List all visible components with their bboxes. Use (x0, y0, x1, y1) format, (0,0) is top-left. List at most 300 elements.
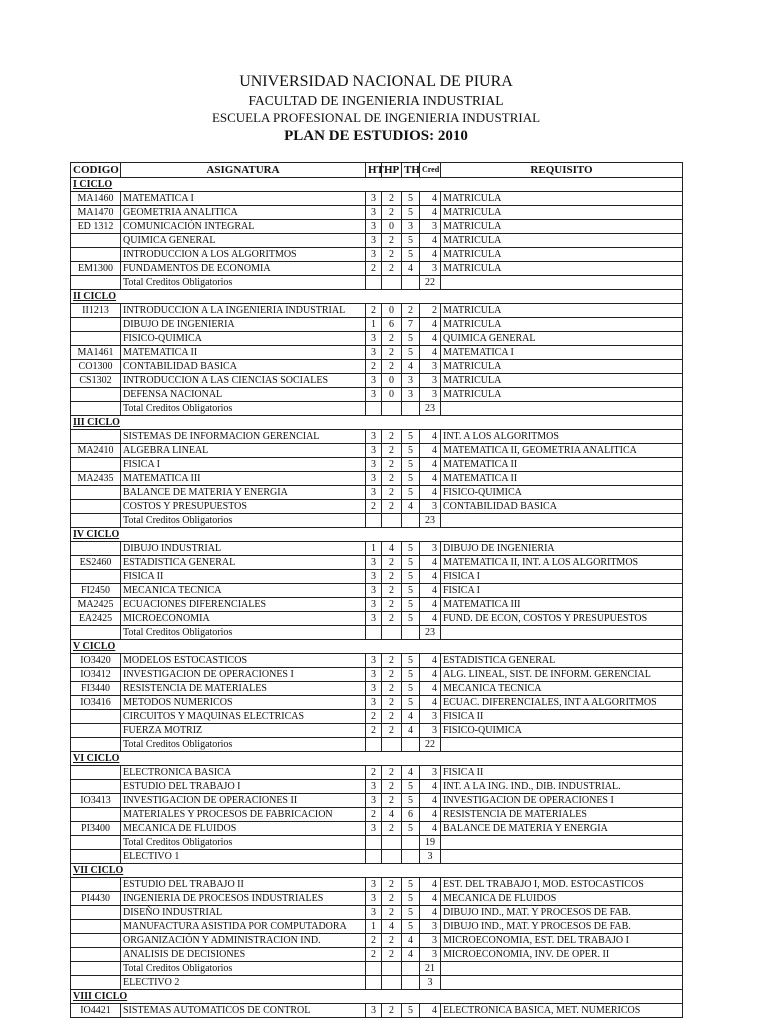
course-name-cell: INVESTIGACION DE OPERACIONES I (121, 668, 366, 682)
requisite-cell: MATEMATICA III (441, 598, 683, 612)
requisite-cell: EST. DEL TRABAJO I, MOD. ESTOCASTICOS (441, 878, 683, 892)
credits-cell: 3 (420, 360, 441, 374)
cycle-header-row (71, 178, 683, 192)
th-cell: 4 (402, 766, 420, 780)
requisite-cell: MATEMATICA II, GEOMETRIA ANALITICA (441, 444, 683, 458)
course-name-cell: GEOMETRIA ANALITICA (121, 206, 366, 220)
th-cell: 3 (402, 388, 420, 402)
th-cell: 5 (402, 892, 420, 906)
course-row (71, 780, 683, 794)
ht-cell: 3 (366, 892, 382, 906)
course-row (71, 360, 683, 374)
course-row (71, 262, 683, 276)
credits-cell: 4 (420, 696, 441, 710)
hp-cell (382, 514, 402, 528)
credits-cell: 4 (420, 458, 441, 472)
cycle-label: III CICLO (71, 416, 683, 430)
hp-cell (382, 836, 402, 850)
course-code-cell (71, 318, 121, 332)
course-code-cell: ED 1312 (71, 220, 121, 234)
credits-cell: 4 (420, 192, 441, 206)
hp-cell: 6 (382, 318, 402, 332)
th-cell (402, 850, 420, 864)
credits-cell: 4 (420, 808, 441, 822)
hp-cell: 2 (382, 710, 402, 724)
course-row (71, 920, 683, 934)
credits-cell: 4 (420, 878, 441, 892)
requisite-cell (441, 626, 683, 640)
total-label: ELECTIVO 1 (121, 850, 366, 864)
hp-cell (382, 276, 402, 290)
course-row (71, 444, 683, 458)
th-cell (402, 402, 420, 416)
course-name-cell: ESTUDIO DEL TRABAJO II (121, 878, 366, 892)
requisite-cell (441, 738, 683, 752)
credits-cell: 4 (420, 318, 441, 332)
course-name-cell: ANALISIS DE DECISIONES (121, 948, 366, 962)
hp-cell: 2 (382, 556, 402, 570)
cycle-label: VI CICLO (71, 752, 683, 766)
table-header-row (71, 163, 683, 178)
course-code-cell (71, 458, 121, 472)
course-name-cell: MATEMATICA III (121, 472, 366, 486)
th-cell: 5 (402, 542, 420, 556)
course-code-cell (71, 402, 121, 416)
credits-cell: 4 (420, 332, 441, 346)
hp-cell: 2 (382, 892, 402, 906)
course-name-cell: RESISTENCIA DE MATERIALES (121, 682, 366, 696)
course-code-cell (71, 500, 121, 514)
total-label: Total Creditos Obligatorios (121, 276, 366, 290)
course-row (71, 808, 683, 822)
credits-cell: 4 (420, 612, 441, 626)
ht-cell: 3 (366, 1004, 382, 1018)
th-cell: 5 (402, 654, 420, 668)
requisite-cell: MATRICULA (441, 388, 683, 402)
ht-cell: 2 (366, 710, 382, 724)
ht-cell: 3 (366, 696, 382, 710)
ht-cell: 2 (366, 360, 382, 374)
course-row (71, 206, 683, 220)
requisite-cell: MECANICA DE FLUIDOS (441, 892, 683, 906)
ht-cell (366, 626, 382, 640)
th-cell: 5 (402, 206, 420, 220)
hp-cell: 2 (382, 458, 402, 472)
course-row (71, 794, 683, 808)
course-code-cell (71, 906, 121, 920)
th-cell: 3 (402, 374, 420, 388)
credits-cell: 3 (420, 920, 441, 934)
course-code-cell (71, 248, 121, 262)
ht-cell: 3 (366, 332, 382, 346)
ht-cell: 2 (366, 724, 382, 738)
total-credits-value: 19 (420, 836, 441, 850)
hp-cell: 0 (382, 220, 402, 234)
course-row (71, 822, 683, 836)
requisite-cell (441, 514, 683, 528)
column-header-th: TH (402, 163, 420, 178)
th-cell: 4 (402, 948, 420, 962)
requisite-cell: DIBUJO DE INGENIERIA (441, 542, 683, 556)
course-name-cell: QUIMICA GENERAL (121, 234, 366, 248)
credits-cell: 4 (420, 682, 441, 696)
hp-cell: 4 (382, 920, 402, 934)
course-name-cell: CONTABILIDAD BASICA (121, 360, 366, 374)
cycle-label: II CICLO (71, 290, 683, 304)
course-code-cell (71, 234, 121, 248)
requisite-cell: FISICA II (441, 766, 683, 780)
requisite-cell: MATEMATICA II (441, 472, 683, 486)
ht-cell: 3 (366, 906, 382, 920)
total-credits-row (71, 738, 683, 752)
course-row (71, 682, 683, 696)
requisite-cell (441, 402, 683, 416)
ht-cell: 3 (366, 346, 382, 360)
course-code-cell (71, 836, 121, 850)
column-header-hp: HP (382, 163, 402, 178)
course-code-cell (71, 780, 121, 794)
cycle-header-row (71, 990, 683, 1004)
column-header-asignatura: ASIGNATURA (121, 163, 366, 178)
cycle-header-row (71, 640, 683, 654)
course-row (71, 654, 683, 668)
course-code-cell: MA2435 (71, 472, 121, 486)
requisite-cell (441, 976, 683, 990)
hp-cell: 2 (382, 654, 402, 668)
requisite-cell: FISICO-QUIMICA (441, 724, 683, 738)
course-code-cell: IO4421 (71, 1004, 121, 1018)
course-row (71, 696, 683, 710)
course-row (71, 220, 683, 234)
hp-cell: 2 (382, 822, 402, 836)
hp-cell (382, 626, 402, 640)
requisite-cell: MICROECONOMIA, INV. DE OPER. II (441, 948, 683, 962)
ht-cell: 3 (366, 822, 382, 836)
total-credits-value: 22 (420, 276, 441, 290)
course-code-cell: EA2425 (71, 612, 121, 626)
th-cell: 5 (402, 430, 420, 444)
credits-cell: 3 (420, 948, 441, 962)
th-cell (402, 276, 420, 290)
course-code-cell: IO3412 (71, 668, 121, 682)
course-name-cell: ESTADISTICA GENERAL (121, 556, 366, 570)
course-name-cell: SISTEMAS DE INFORMACION GERENCIAL (121, 430, 366, 444)
university-title: UNIVERSIDAD NACIONAL DE PIURA (239, 73, 513, 90)
cycle-label: VII CICLO (71, 864, 683, 878)
th-cell: 4 (402, 724, 420, 738)
course-code-cell (71, 626, 121, 640)
course-row (71, 934, 683, 948)
hp-cell (382, 850, 402, 864)
hp-cell: 2 (382, 1004, 402, 1018)
ht-cell (366, 962, 382, 976)
column-header-cred: Cred (420, 163, 441, 178)
credits-cell: 4 (420, 472, 441, 486)
ht-cell (366, 514, 382, 528)
ht-cell: 3 (366, 654, 382, 668)
course-name-cell: SISTEMAS AUTOMATICOS DE CONTROL (121, 1004, 366, 1018)
hp-cell: 2 (382, 906, 402, 920)
hp-cell: 2 (382, 696, 402, 710)
hp-cell: 2 (382, 794, 402, 808)
course-code-cell (71, 388, 121, 402)
requisite-cell (441, 962, 683, 976)
ht-cell: 2 (366, 766, 382, 780)
ht-cell: 2 (366, 948, 382, 962)
requisite-cell: MATRICULA (441, 304, 683, 318)
course-name-cell: MATERIALES Y PROCESOS DE FABRICACION (121, 808, 366, 822)
course-code-cell: MA2425 (71, 598, 121, 612)
course-name-cell: ORGANIZACIÓN Y ADMINISTRACION IND. (121, 934, 366, 948)
course-row (71, 318, 683, 332)
course-row (71, 878, 683, 892)
ht-cell: 1 (366, 920, 382, 934)
course-row (71, 304, 683, 318)
ht-cell: 3 (366, 794, 382, 808)
ht-cell (366, 836, 382, 850)
course-code-cell: CS1302 (71, 374, 121, 388)
course-row (71, 388, 683, 402)
course-name-cell: INTRODUCCION A LA INGENIERIA INDUSTRIAL (121, 304, 366, 318)
th-cell: 4 (402, 934, 420, 948)
credits-cell: 4 (420, 430, 441, 444)
course-code-cell: FI2450 (71, 584, 121, 598)
credits-cell: 3 (420, 542, 441, 556)
requisite-cell: INT. A LOS ALGORITMOS (441, 430, 683, 444)
th-cell: 5 (402, 556, 420, 570)
credits-cell: 4 (420, 822, 441, 836)
th-cell: 4 (402, 262, 420, 276)
ht-cell: 3 (366, 192, 382, 206)
hp-cell (382, 738, 402, 752)
cycle-header-row (71, 290, 683, 304)
requisite-cell: DIBUJO IND., MAT. Y PROCESOS DE FAB. (441, 906, 683, 920)
course-code-cell (71, 514, 121, 528)
ht-cell: 3 (366, 430, 382, 444)
total-credits-value: 21 (420, 962, 441, 976)
requisite-cell: MATRICULA (441, 248, 683, 262)
credits-cell: 3 (420, 766, 441, 780)
requisite-cell: FISICA II (441, 710, 683, 724)
course-code-cell: MA2410 (71, 444, 121, 458)
th-cell: 5 (402, 920, 420, 934)
course-name-cell: INVESTIGACION DE OPERACIONES II (121, 794, 366, 808)
th-cell: 4 (402, 500, 420, 514)
total-label: Total Creditos Obligatorios (121, 962, 366, 976)
course-code-cell (71, 430, 121, 444)
th-cell: 5 (402, 794, 420, 808)
requisite-cell: BALANCE DE MATERIA Y ENERGIA (441, 822, 683, 836)
th-cell: 5 (402, 822, 420, 836)
ht-cell: 3 (366, 486, 382, 500)
total-label: Total Creditos Obligatorios (121, 626, 366, 640)
cycle-label: IV CICLO (71, 528, 683, 542)
credits-cell: 3 (420, 374, 441, 388)
credits-cell: 4 (420, 486, 441, 500)
cycle-label: I CICLO (71, 178, 683, 192)
course-row (71, 948, 683, 962)
th-cell (402, 962, 420, 976)
course-code-cell (71, 934, 121, 948)
course-name-cell: FISICA II (121, 570, 366, 584)
course-code-cell (71, 766, 121, 780)
hp-cell: 2 (382, 780, 402, 794)
cycle-header-row (71, 864, 683, 878)
ht-cell: 1 (366, 542, 382, 556)
th-cell: 6 (402, 808, 420, 822)
course-row (71, 1004, 683, 1018)
hp-cell: 2 (382, 934, 402, 948)
course-name-cell: COSTOS Y PRESUPUESTOS (121, 500, 366, 514)
hp-cell: 2 (382, 612, 402, 626)
course-row (71, 668, 683, 682)
requisite-cell: FISICA I (441, 570, 683, 584)
requisite-cell: MICROECONOMIA, EST. DEL TRABAJO I (441, 934, 683, 948)
course-code-cell: IO3420 (71, 654, 121, 668)
credits-cell: 3 (420, 262, 441, 276)
requisite-cell: MATRICULA (441, 234, 683, 248)
course-code-cell: CO1300 (71, 360, 121, 374)
course-name-cell: ALGEBRA LINEAL (121, 444, 366, 458)
credits-cell: 4 (420, 598, 441, 612)
requisite-cell: MATEMATICA I (441, 346, 683, 360)
requisite-cell: INVESTIGACION DE OPERACIONES I (441, 794, 683, 808)
requisite-cell: MATRICULA (441, 220, 683, 234)
requisite-cell: ALG. LINEAL, SIST. DE INFORM. GERENCIAL (441, 668, 683, 682)
course-code-cell (71, 850, 121, 864)
requisite-cell (441, 850, 683, 864)
credits-cell: 4 (420, 556, 441, 570)
requisite-cell: FISICO-QUIMICA (441, 486, 683, 500)
course-row (71, 710, 683, 724)
ht-cell: 2 (366, 262, 382, 276)
ht-cell: 3 (366, 612, 382, 626)
course-row (71, 234, 683, 248)
course-code-cell (71, 724, 121, 738)
credits-cell: 4 (420, 1004, 441, 1018)
credits-cell: 4 (420, 570, 441, 584)
course-name-cell: INTRODUCCION A LAS CIENCIAS SOCIALES (121, 374, 366, 388)
th-cell: 5 (402, 234, 420, 248)
credits-cell: 3 (420, 710, 441, 724)
course-code-cell: MA1470 (71, 206, 121, 220)
th-cell: 5 (402, 878, 420, 892)
th-cell: 5 (402, 668, 420, 682)
course-row (71, 332, 683, 346)
th-cell (402, 626, 420, 640)
requisite-cell: ECUAC. DIFERENCIALES, INT A ALGORITMOS (441, 696, 683, 710)
requisite-cell: MATRICULA (441, 262, 683, 276)
th-cell: 5 (402, 346, 420, 360)
ht-cell: 3 (366, 220, 382, 234)
school-title: ESCUELA PROFESIONAL DE INGENIERIA INDUSTRIAL (211, 110, 541, 125)
course-row (71, 584, 683, 598)
course-name-cell: MICROECONOMIA (121, 612, 366, 626)
hp-cell: 4 (382, 542, 402, 556)
total-credits-value: 23 (420, 402, 441, 416)
requisite-cell: MATRICULA (441, 192, 683, 206)
ht-cell: 3 (366, 248, 382, 262)
course-name-cell: INTRODUCCION A LOS ALGORITMOS (121, 248, 366, 262)
hp-cell: 2 (382, 486, 402, 500)
course-name-cell: COMUNICACIÓN INTEGRAL (121, 220, 366, 234)
course-name-cell: ECUACIONES DIFERENCIALES (121, 598, 366, 612)
hp-cell: 2 (382, 668, 402, 682)
th-cell: 5 (402, 780, 420, 794)
course-row (71, 766, 683, 780)
credits-cell: 3 (420, 724, 441, 738)
study-plan-table (70, 162, 683, 1018)
ht-cell: 2 (366, 808, 382, 822)
course-row (71, 598, 683, 612)
th-cell (402, 836, 420, 850)
requisite-cell: ELECTRONICA BASICA, MET. NUMERICOS (441, 1004, 683, 1018)
requisite-cell: DIBUJO IND., MAT. Y PROCESOS DE FAB. (441, 920, 683, 934)
total-credits-value: 22 (420, 738, 441, 752)
th-cell: 5 (402, 458, 420, 472)
ht-cell: 3 (366, 206, 382, 220)
plan-title: PLAN DE ESTUDIOS: 2010 (284, 128, 468, 144)
th-cell: 2 (402, 304, 420, 318)
ht-cell (366, 850, 382, 864)
th-cell: 5 (402, 906, 420, 920)
hp-cell: 2 (382, 360, 402, 374)
credits-cell: 4 (420, 668, 441, 682)
total-credits-row (71, 402, 683, 416)
course-code-cell (71, 878, 121, 892)
course-row (71, 556, 683, 570)
ht-cell: 3 (366, 780, 382, 794)
credits-cell: 2 (420, 304, 441, 318)
ht-cell: 3 (366, 668, 382, 682)
hp-cell (382, 962, 402, 976)
credits-cell: 3 (420, 934, 441, 948)
requisite-cell: FISICA I (441, 584, 683, 598)
cycle-label: V CICLO (71, 640, 683, 654)
credits-cell: 4 (420, 234, 441, 248)
ht-cell (366, 976, 382, 990)
credits-cell: 4 (420, 584, 441, 598)
cycle-header-row (71, 416, 683, 430)
th-cell: 5 (402, 682, 420, 696)
total-label: Total Creditos Obligatorios (121, 836, 366, 850)
course-code-cell: PI3400 (71, 822, 121, 836)
requisite-cell: MATEMATICA II, INT. A LOS ALGORITMOS (441, 556, 683, 570)
requisite-cell: FUND. DE ECON, COSTOS Y PRESUPUESTOS (441, 612, 683, 626)
course-code-cell: EM1300 (71, 262, 121, 276)
column-header-codigo: CODIGO (71, 163, 121, 178)
course-name-cell: DIBUJO INDUSTRIAL (121, 542, 366, 556)
course-code-cell: II1213 (71, 304, 121, 318)
ht-cell: 1 (366, 318, 382, 332)
course-row (71, 486, 683, 500)
total-credits-row (71, 976, 683, 990)
hp-cell (382, 402, 402, 416)
requisite-cell: INT. A LA ING. IND., DIB. INDUSTRIAL. (441, 780, 683, 794)
th-cell (402, 514, 420, 528)
ht-cell: 3 (366, 682, 382, 696)
th-cell: 5 (402, 612, 420, 626)
ht-cell: 3 (366, 556, 382, 570)
ht-cell: 3 (366, 598, 382, 612)
hp-cell: 2 (382, 192, 402, 206)
course-name-cell: DIBUJO DE INGENIERIA (121, 318, 366, 332)
course-code-cell: PI4430 (71, 892, 121, 906)
cycle-header-row (71, 752, 683, 766)
course-name-cell: ESTUDIO DEL TRABAJO I (121, 780, 366, 794)
credits-cell: 4 (420, 794, 441, 808)
course-name-cell: INGENIERIA DE PROCESOS INDUSTRIALES (121, 892, 366, 906)
